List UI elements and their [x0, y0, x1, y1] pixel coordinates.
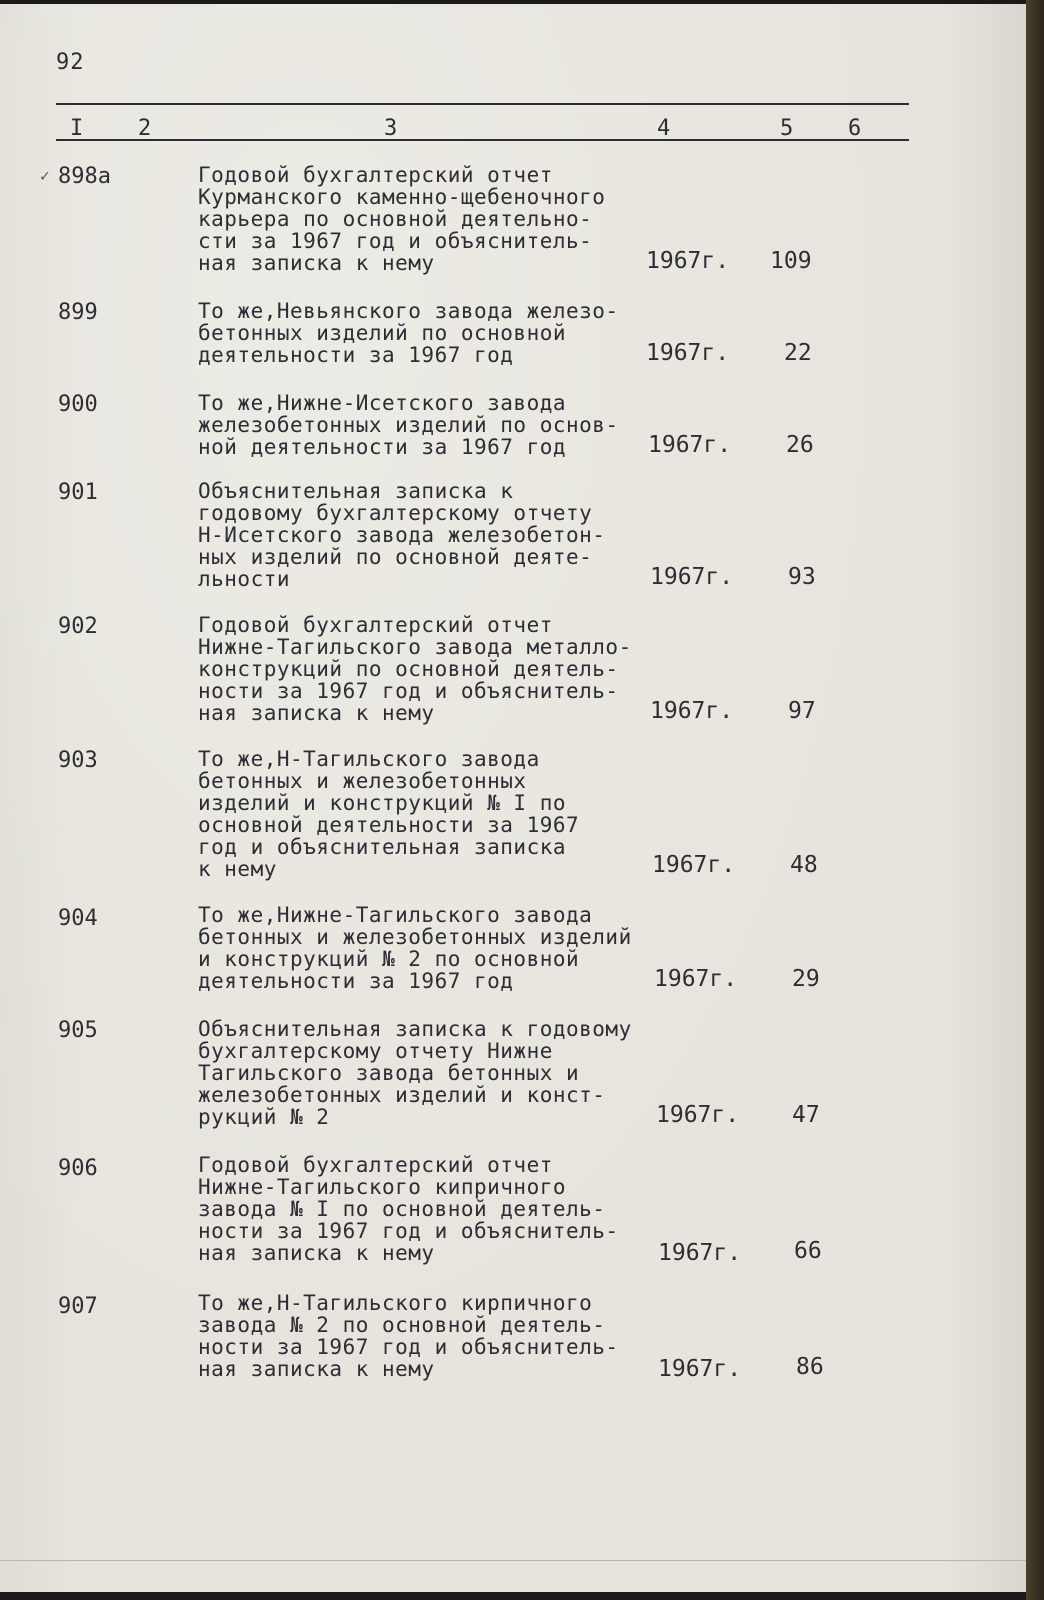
entry-year: 1967г.	[646, 248, 730, 274]
entry-title: То же,Н-Тагильского завода бетонных и железобетонных изделий и конструкций № I по основной деятельности за 1967 год и объяснительная записка к нему	[198, 747, 580, 881]
entry-title: Годовой бухгалтерский отчет Курманского каменно-щебеночного карьера по основной деятельно- сти за 1967 год и объяснитель- ная записка к нему	[198, 163, 606, 275]
entry-number: 902	[58, 614, 98, 639]
column-number-4: 4	[657, 116, 671, 141]
entry-sheets: 66	[794, 1238, 822, 1264]
entry-title: То же,Н-Тагильского кирпичного завода № 2 по основной деятель- ности за 1967 год и объяснитель- ная записка к нему	[198, 1291, 619, 1381]
entry-year: 1967г.	[658, 1240, 742, 1266]
entry-number: 898а	[58, 164, 111, 189]
header-top-rule	[56, 103, 909, 105]
entry-title: То же,Невьянского завода железо- бетонных изделий по основной деятельности за 1967 год	[198, 299, 619, 367]
header-bottom-rule	[56, 139, 909, 141]
entry-title: Объяснительная записка к годовому бухгалтерскому отчету Нижне Тагильского завода бетонных и железобетонных изделий и конст- рукций № 2	[198, 1017, 632, 1129]
page-bottom-line	[0, 1560, 1026, 1561]
column-number-1: I	[70, 116, 84, 141]
entry-number: 901	[58, 480, 98, 505]
entry-sheets: 48	[790, 852, 818, 878]
entry-year: 1967г.	[648, 432, 732, 458]
entry-sheets: 97	[788, 698, 816, 724]
column-number-3: 3	[384, 116, 398, 141]
column-number-5: 5	[780, 116, 794, 141]
entry-number: 900	[58, 392, 98, 417]
entry-title: Годовой бухгалтерский отчет Нижне-Тагильского завода металло- конструкций по основной деятель- ности за 1967 год и объяснитель- ная записка к нему	[198, 613, 632, 725]
archive-page	[0, 4, 1026, 1592]
entry-sheets: 29	[792, 966, 820, 992]
page-number: 92	[56, 50, 85, 75]
entry-year: 1967г.	[650, 698, 734, 724]
entry-number: 904	[58, 906, 98, 931]
column-number-6: 6	[848, 116, 862, 141]
entry-sheets: 93	[788, 564, 816, 590]
entry-number: 906	[58, 1156, 98, 1181]
entry-year: 1967г.	[646, 340, 730, 366]
entry-year: 1967г.	[656, 1102, 740, 1128]
entry-sheets: 22	[784, 340, 812, 366]
entry-sheets: 86	[796, 1354, 824, 1380]
entry-title: То же,Нижне-Исетского завода железобетонных изделий по основ- ной деятельности за 1967 год	[198, 391, 619, 459]
entry-title: То же,Нижне-Тагильского завода бетонных и железобетонных изделий и конструкций № 2 по основной деятельности за 1967 год	[198, 903, 632, 993]
entry-number: 899	[58, 300, 98, 325]
entry-year: 1967г.	[658, 1356, 742, 1382]
entry-sheets: 47	[792, 1102, 820, 1128]
column-number-2: 2	[138, 116, 152, 141]
entry-number: 905	[58, 1018, 98, 1043]
entry-year: 1967г.	[650, 564, 734, 590]
entry-title: Годовой бухгалтерский отчет Нижне-Тагильского кипричного завода № I по основной деятель- ности за 1967 год и объяснитель- ная записка к нему	[198, 1153, 619, 1265]
entry-number: 903	[58, 748, 98, 773]
page-edge	[1026, 0, 1044, 1600]
entry-sheets: 109	[770, 248, 812, 274]
entry-year: 1967г.	[654, 966, 738, 992]
entry-year: 1967г.	[652, 852, 736, 878]
entry-number: 907	[58, 1294, 98, 1319]
entry-sheets: 26	[786, 432, 814, 458]
check-mark-icon: ✓	[40, 166, 50, 185]
entry-title: Объяснительная записка к годовому бухгалтерскому отчету Н-Исетского завода железобетон- ных изделий по основной деяте- льности	[198, 479, 606, 591]
